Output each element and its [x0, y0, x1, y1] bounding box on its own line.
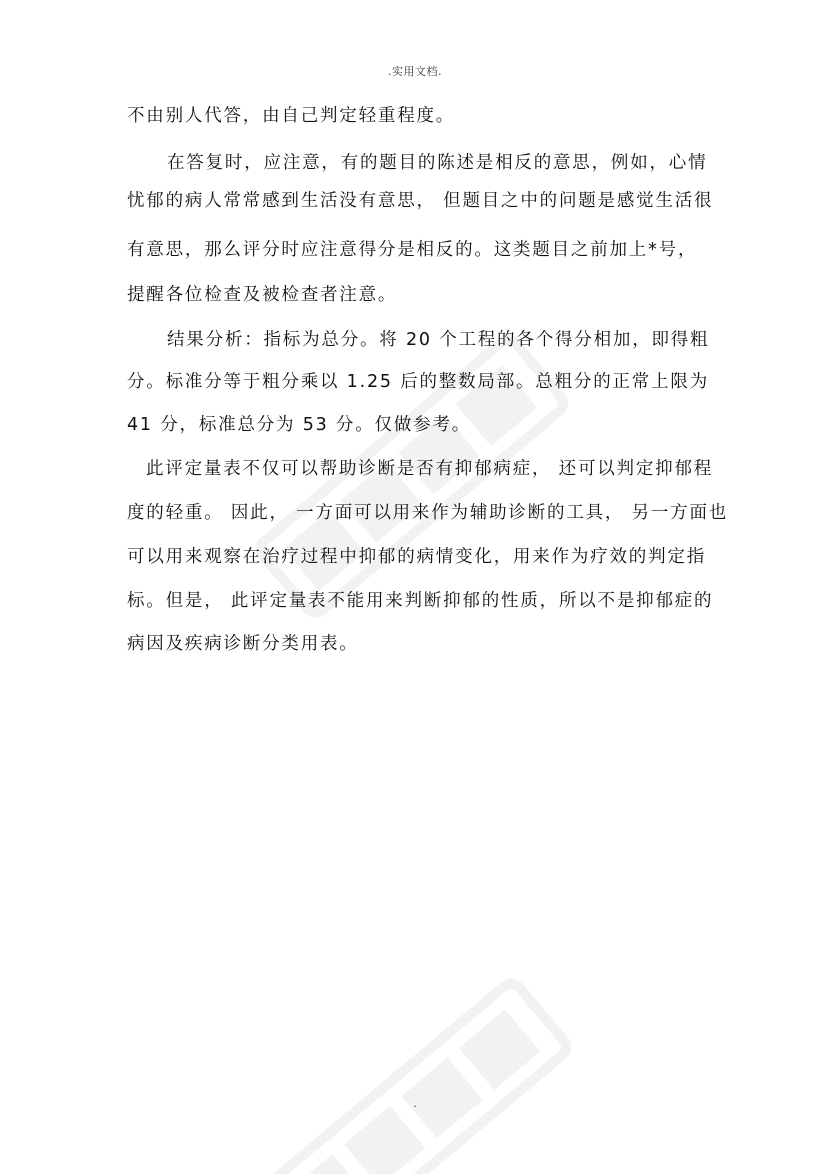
body-line: 分。标准分等于粗分乘以 1.25 后的整数局部。总粗分的正常上限为 [127, 372, 709, 392]
body-line: 41 分，标准总分为 53 分。仅做参考。 [127, 415, 472, 435]
body-line: 提醒各位检查及被检查者注意。 [127, 285, 398, 305]
body-line: 可以用来观察在治疗过程中抑郁的病情变化，用来作为疗效的判定指 [127, 547, 706, 567]
body-line: 有意思，那么评分时应注意得分是相反的。这类题目之前加上*号， [127, 240, 698, 260]
body-line: 病因及疾病诊断分类用表。 [127, 634, 359, 654]
body-line: 在答复时，应注意，有的题目的陈述是相反的意思，例如，心情 [167, 153, 708, 173]
page-footer: . [413, 1097, 417, 1110]
body-line: 标。但是， 此评定量表不能用来判断抑郁的性质，所以不是抑郁症的 [127, 591, 714, 611]
body-line: 此评定量表不仅可以帮助诊断是否有抑郁病症， 还可以判定抑郁程 [146, 459, 714, 479]
body-line: 度的轻重。 因此， 一方面可以用来作为辅助诊断的工具， 另一方面也 [127, 503, 729, 523]
body-line: 结果分析：指标为总分。将 20 个工程的各个得分相加，即得粗 [167, 330, 710, 350]
body-line: 忧郁的病人常常感到生活没有意思， 但题目之中的问题是感觉生活很 [127, 191, 714, 211]
body-line: 不由别人代答，由自己判定轻重程度。 [127, 106, 456, 126]
page-header: .实用文档. [388, 65, 442, 78]
